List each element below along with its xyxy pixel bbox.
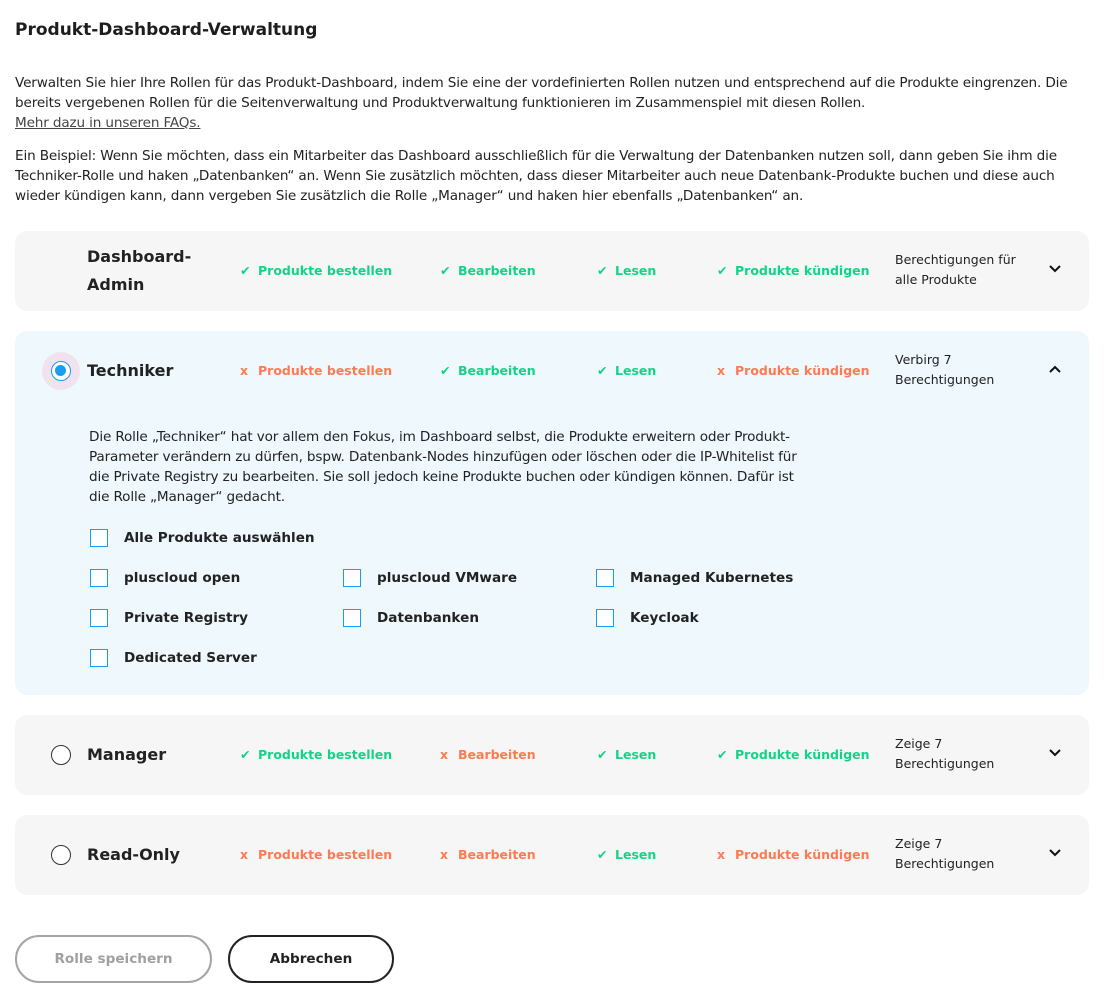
select-all-checkbox[interactable] — [90, 529, 315, 547]
role-radio[interactable] — [51, 845, 71, 865]
check-icon: ✔ — [440, 363, 451, 378]
checkbox[interactable] — [90, 609, 108, 627]
faq-link[interactable]: Mehr dazu in unseren FAQs. — [15, 115, 201, 131]
checkbox-label: Datenbanken — [377, 610, 480, 626]
product-checkbox[interactable] — [90, 649, 257, 667]
permissions-toggle-text[interactable]: Zeige 7 Berechtigungen — [895, 836, 995, 871]
role-name: Techniker — [87, 361, 174, 380]
permission-allowed — [440, 363, 536, 378]
checkbox-label: Managed Kubernetes — [630, 570, 794, 586]
check-icon: ✔ — [240, 747, 251, 762]
permission-label: Bearbeiten — [458, 847, 536, 862]
permission-label: Produkte kündigen — [735, 263, 870, 278]
permission-label: Bearbeiten — [458, 263, 536, 278]
checkbox-label: Alle Produkte auswählen — [124, 530, 315, 546]
check-icon: ✔ — [597, 263, 608, 278]
permission-denied — [717, 847, 870, 862]
product-checkbox[interactable] — [596, 609, 699, 627]
save-role-button[interactable]: Rolle speichern — [15, 935, 212, 983]
check-icon: ✔ — [597, 847, 608, 862]
role-card-techniker — [15, 331, 1089, 695]
permission-allowed — [597, 847, 656, 862]
intro-text — [15, 73, 1095, 133]
role-header[interactable] — [15, 331, 1089, 411]
role-name: Dashboard-Admin — [87, 247, 192, 294]
cross-icon: x — [240, 847, 249, 862]
permission-denied — [240, 847, 392, 862]
checkbox-label: pluscloud open — [124, 570, 241, 586]
permission-allowed — [240, 263, 392, 278]
permission-label: Produkte kündigen — [735, 363, 870, 378]
role-name: Read-Only — [87, 845, 180, 864]
checkbox-label: Private Registry — [124, 610, 249, 626]
cross-icon: x — [440, 847, 449, 862]
checkbox[interactable] — [596, 609, 614, 627]
check-icon: ✔ — [440, 263, 451, 278]
checkbox[interactable] — [90, 569, 108, 587]
role-header[interactable] — [15, 715, 1089, 795]
permissions-toggle-text[interactable]: Berechtigungen für alle Produkte — [895, 252, 1016, 287]
permission-label: Lesen — [615, 747, 657, 762]
role-header[interactable] — [15, 231, 1089, 311]
check-icon: ✔ — [597, 363, 608, 378]
permission-label: Produkte bestellen — [258, 263, 393, 278]
cross-icon: x — [717, 363, 726, 378]
permission-allowed — [440, 263, 536, 278]
cross-icon: x — [717, 847, 726, 862]
product-checkbox[interactable] — [90, 609, 248, 627]
permission-label: Produkte kündigen — [735, 847, 870, 862]
check-icon: ✔ — [597, 747, 608, 762]
cancel-button[interactable]: Abbrechen — [228, 935, 394, 983]
checkbox[interactable] — [343, 569, 361, 587]
chevron-down-icon[interactable] — [1045, 743, 1065, 763]
permission-label: Lesen — [615, 847, 657, 862]
permission-denied — [717, 363, 870, 378]
product-checkbox[interactable] — [90, 569, 240, 587]
permission-label: Bearbeiten — [458, 363, 536, 378]
permission-label: Produkte bestellen — [258, 847, 393, 862]
page-title: Produkt-Dashboard-Verwaltung — [15, 20, 318, 40]
permission-label: Lesen — [615, 363, 657, 378]
role-card-read-only — [15, 815, 1089, 895]
permission-allowed — [597, 747, 656, 762]
checkbox[interactable] — [90, 649, 108, 667]
role-card-dashboard-admin — [15, 231, 1089, 311]
role-description: Die Rolle „Techniker“ hat vor allem den Fokus, im Dashboard selbst, die Produkte erweitern oder Produkt-Parameter verändern zu dürfen, bspw. Datenbank-Nodes hinzufügen oder löschen oder die IP-Whitelist für die Private Registry zu bearbeiten. Sie soll jedoch keine Produkte buchen oder kündigen können. Dafür ist die Rolle „Manager“ gedacht. — [89, 429, 797, 505]
role-card-manager — [15, 715, 1089, 795]
checkbox[interactable] — [596, 569, 614, 587]
permission-allowed — [597, 363, 656, 378]
product-checkbox[interactable] — [343, 569, 517, 587]
product-checkbox[interactable] — [596, 569, 793, 587]
permission-label: Produkte kündigen — [735, 747, 870, 762]
permission-denied — [240, 363, 392, 378]
permission-label: Bearbeiten — [458, 747, 536, 762]
chevron-up-icon[interactable] — [1045, 359, 1065, 379]
cross-icon: x — [240, 363, 249, 378]
example-text: Ein Beispiel: Wenn Sie möchten, dass ein Mitarbeiter das Dashboard ausschließlich für die Verwaltung der Datenbanken nutzen soll, dann geben Sie ihm die Techniker-Rolle und haken „Datenbanken“ an. Wenn Sie zusätzlich möchten, dass dieser Mitarbeiter auch neue Datenbank-Produkte buchen und diese auch wieder kündigen kann, dann vergeben Sie zusätzlich die Rolle „Manager“ und haken hier ebenfalls „Datenbanken“ an. — [15, 148, 1057, 204]
role-name: Manager — [87, 745, 167, 764]
role-header[interactable] — [15, 815, 1089, 895]
permission-allowed — [240, 747, 392, 762]
permission-label: Lesen — [615, 263, 657, 278]
role-radio[interactable] — [51, 361, 71, 381]
check-icon: ✔ — [240, 263, 251, 278]
permission-denied — [440, 847, 536, 862]
checkbox[interactable] — [90, 529, 108, 547]
permission-allowed — [717, 263, 870, 278]
cross-icon: x — [440, 747, 449, 762]
checkbox-label: Dedicated Server — [124, 650, 257, 666]
intro-body: Verwalten Sie hier Ihre Rollen für das Produkt-Dashboard, indem Sie eine der vordefinierten Rollen nutzen und entsprechend auf die Produkte eingrenzen. Die bereits vergebenen Rollen für die Seitenverwaltung und Produktverwaltung funktionieren im Zusammenspiel mit diesen Rollen. — [15, 75, 1068, 111]
check-icon: ✔ — [717, 747, 728, 762]
chevron-down-icon[interactable] — [1045, 843, 1065, 863]
chevron-down-icon[interactable] — [1045, 259, 1065, 279]
checkbox[interactable] — [343, 609, 361, 627]
permission-allowed — [717, 747, 870, 762]
checkbox-label: pluscloud VMware — [377, 570, 518, 586]
permission-denied — [440, 747, 536, 762]
check-icon: ✔ — [717, 263, 728, 278]
permission-label: Produkte bestellen — [258, 747, 393, 762]
product-checkbox[interactable] — [343, 609, 479, 627]
permissions-toggle-text[interactable]: Verbirg 7 Berechtigungen — [895, 352, 995, 387]
permission-allowed — [597, 263, 656, 278]
checkbox-label: Keycloak — [630, 610, 699, 626]
permission-label: Produkte bestellen — [258, 363, 393, 378]
permissions-toggle-text[interactable]: Zeige 7 Berechtigungen — [895, 736, 995, 771]
role-radio[interactable] — [51, 745, 71, 765]
